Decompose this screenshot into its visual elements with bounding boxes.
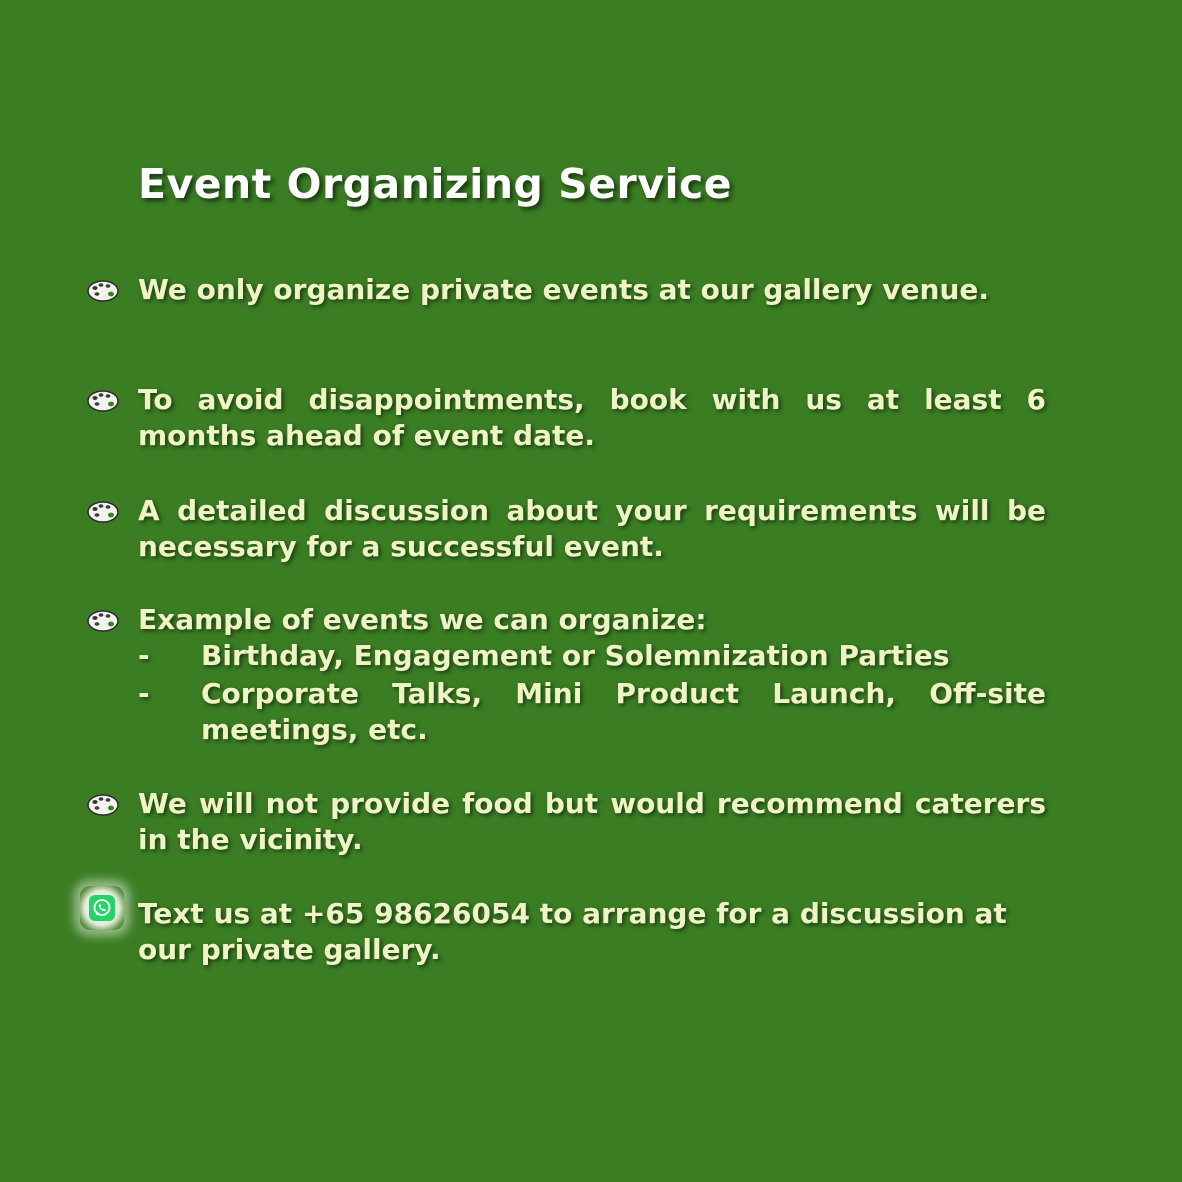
list-item	[138, 272, 1046, 308]
list-item	[138, 382, 1046, 454]
dash-marker: -	[138, 639, 150, 672]
whatsapp-icon	[89, 895, 115, 921]
sub-list-item	[138, 638, 1046, 674]
list-item-text: To avoid disappointments, book with us at least 6 months ahead of event date.	[138, 383, 1046, 452]
page-title: Event Organizing Service	[138, 160, 733, 208]
list-item	[138, 493, 1046, 565]
list-item	[138, 786, 1046, 858]
palette-icon	[86, 388, 120, 412]
list-item-text: We only organize private events at our gallery venue.	[138, 273, 990, 306]
list-item-text: We will not provide food but would recommend caterers in the vicinity.	[138, 787, 1046, 856]
palette-icon	[86, 278, 120, 302]
whatsapp-icon-badge[interactable]	[80, 886, 124, 930]
list-item	[138, 602, 1046, 748]
sub-list-item	[138, 676, 1046, 748]
list-item	[138, 896, 1046, 968]
dash-marker: -	[138, 677, 150, 710]
list-item-text: Example of events we can organize:	[138, 603, 707, 636]
sub-list-item-text: Corporate Talks, Mini Product Launch, Off-site meetings, etc.	[201, 677, 1046, 746]
list-item-text: Text us at +65 98626054 to arrange for a discussion at our private gallery.	[138, 897, 1007, 966]
palette-icon	[86, 499, 120, 523]
list-item-text: A detailed discussion about your requirements will be necessary for a successful event.	[138, 494, 1046, 563]
palette-icon	[86, 792, 120, 816]
event-examples-sublist	[138, 638, 1046, 748]
palette-icon	[86, 608, 120, 632]
sub-list-item-text: Birthday, Engagement or Solemnization Parties	[201, 639, 950, 672]
